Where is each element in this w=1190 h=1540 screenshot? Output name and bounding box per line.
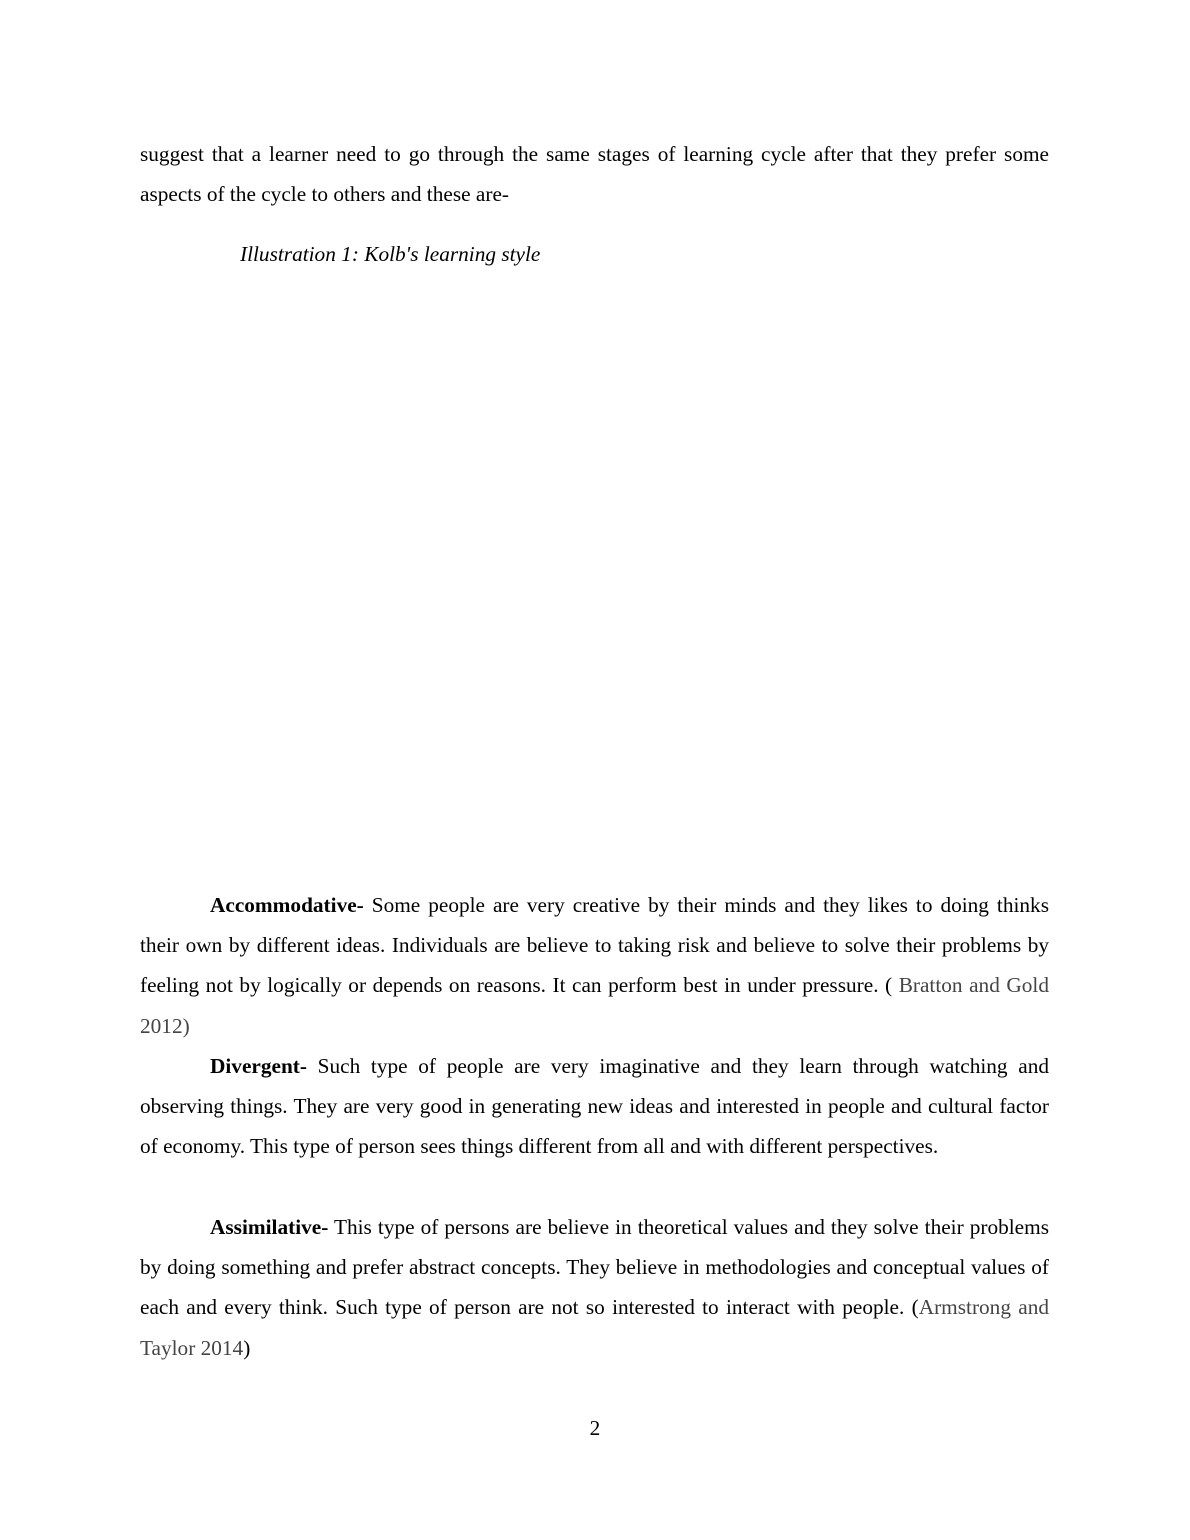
intro-paragraph: suggest that a learner need to go through the same stages of learning cycle after that they prefer some aspects of the cycle to others and these are- [140,142,1049,207]
assimilative-text: This type of persons are believe in theoretical values and they solve their problems by doing something and prefer abstract concepts. They believe in methodologies and conceptual values of each and every think. Such type of person are not so interested to interact with people. ( [140,1215,1049,1320]
divergent-term: Divergent- [210,1054,307,1078]
accommodative-paragraph [140,885,1049,1046]
assimilative-term: Assimilative- [210,1215,329,1239]
accommodative-citation: Bratton and Gold 2012) [140,973,1049,1038]
accommodative-term: Accommodative- [210,893,364,917]
assimilative-closing: ) [243,1335,251,1360]
accommodative-text: Some people are very creative by their minds and they likes to doing thinks their own by different ideas. Individuals are believe to taking risk and believe to solve their problems by feeling not by logically or depends on reasons. It can perform best in under pressure. ( [140,893,1049,998]
assimilative-citation: Armstrong and Taylor 2014 [140,1295,1050,1360]
illustration-placeholder [140,290,1049,870]
illustration-caption: Illustration 1: Kolb's learning style [240,242,541,266]
divergent-paragraph [140,1046,1049,1167]
assimilative-paragraph [140,1207,1049,1368]
page-number: 2 [589,1416,601,1440]
divergent-text: Such type of people are very imaginative and they learn through watching and observing things. They are very good in generating new ideas and interested in people and cultural factor of economy. This type of person sees things different from all and with different perspectives. [140,1054,1049,1159]
